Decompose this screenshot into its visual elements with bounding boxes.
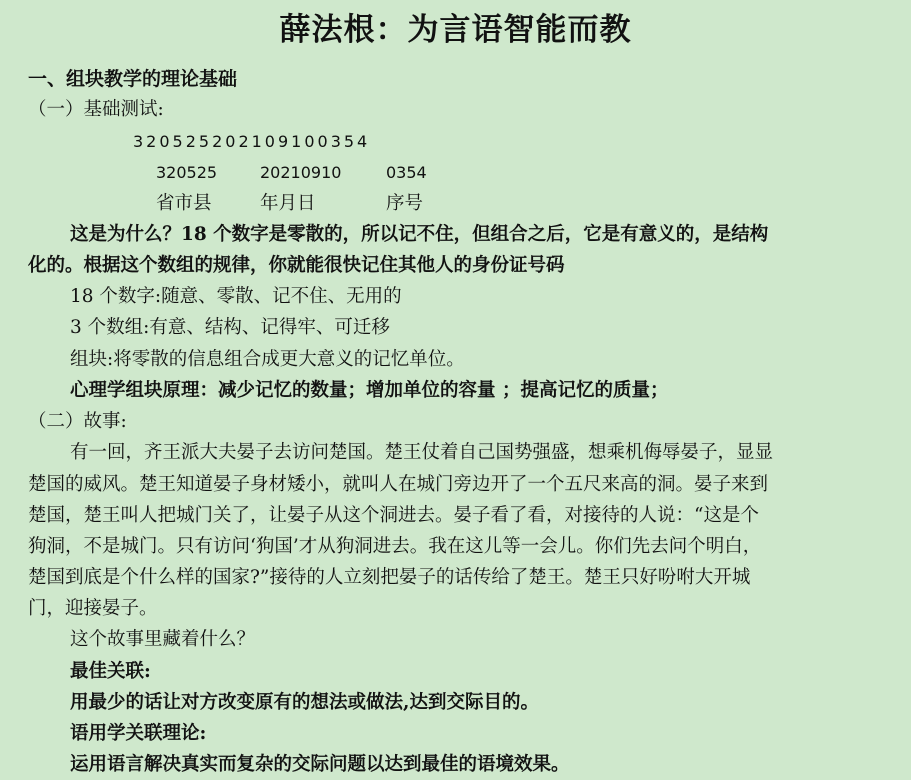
line-chunk-definition: 组块:将零散的信息组合成更大意义的记忆单位。 [70,349,465,370]
line-3-groups: 3 个数组:有意、结构、记得牢、可迁移 [70,317,390,338]
label-date: 年月日 [260,193,316,214]
story-question: 这个故事里藏着什么？ [70,629,256,650]
line-psychology-principle: 心理学组块原理：减少记忆的数量；增加单位的容量 ；提高记忆的质量； [70,380,669,401]
group-region-code: 320525 [156,163,218,182]
id-number-group-labels [156,192,423,216]
line-18-digits: 18 个数字:随意、零散、记不住、无用的 [70,286,402,307]
subsection-heading-test: （一）基础测试: [28,99,164,120]
label-region: 省市县 [156,193,212,214]
story-line: 有一回，齐王派大夫晏子去访问楚国。楚王仗着自己国势强盛，想乘机侮辱晏子，显显 [70,442,774,463]
pragmatics-label: 语用学关联理论: [70,723,207,744]
story-line: 狗洞，不是城门。只有访问‘狗国’才从狗洞进去。我在这儿等一会儿。你们先去问个明白， [28,536,762,557]
best-relevance-label: 最佳关联: [70,661,151,682]
story-line: 楚国的威风。楚王知道晏子身材矮小，就叫人在城门旁边开了一个五尺来高的洞。晏子来到 [28,474,769,495]
paragraph-why-line-2: 化的。根据这个数组的规律，你就能很快记住其他人的身份证号码 [28,255,565,276]
id-number-groups [156,161,427,185]
story-line: 门，迎接晏子。 [28,598,158,619]
story-line: 楚国到底是个什么样的国家?”接待的人立刻把晏子的话传给了楚王。楚王只好吩咐大开城 [28,567,751,588]
id-number-digits: 320525202109100354 [133,132,371,151]
section-heading: 一、组块教学的理论基础 [28,68,238,90]
subsection-heading-story: （二）故事: [28,411,127,432]
paragraph-why-line-1: 这是为什么？18 个数字是零散的，所以记不住，但组合之后，它是有意义的，是结构 [70,224,769,245]
label-sequence: 序号 [386,193,424,214]
page-title: 薛法根：为言语智能而教 [279,12,632,48]
story-line: 楚国，楚王叫人把城门关了，让晏子从这个洞进去。晏子看了看，对接待的人说：“这是个 [28,505,759,526]
group-sequence: 0354 [386,163,427,182]
best-relevance-text: 用最少的话让对方改变原有的想法或做法,达到交际目的。 [70,692,539,713]
group-birth-date: 20210910 [260,163,342,182]
pragmatics-text: 运用语言解决真实而复杂的交际问题以达到最佳的语境效果。 [70,754,570,775]
